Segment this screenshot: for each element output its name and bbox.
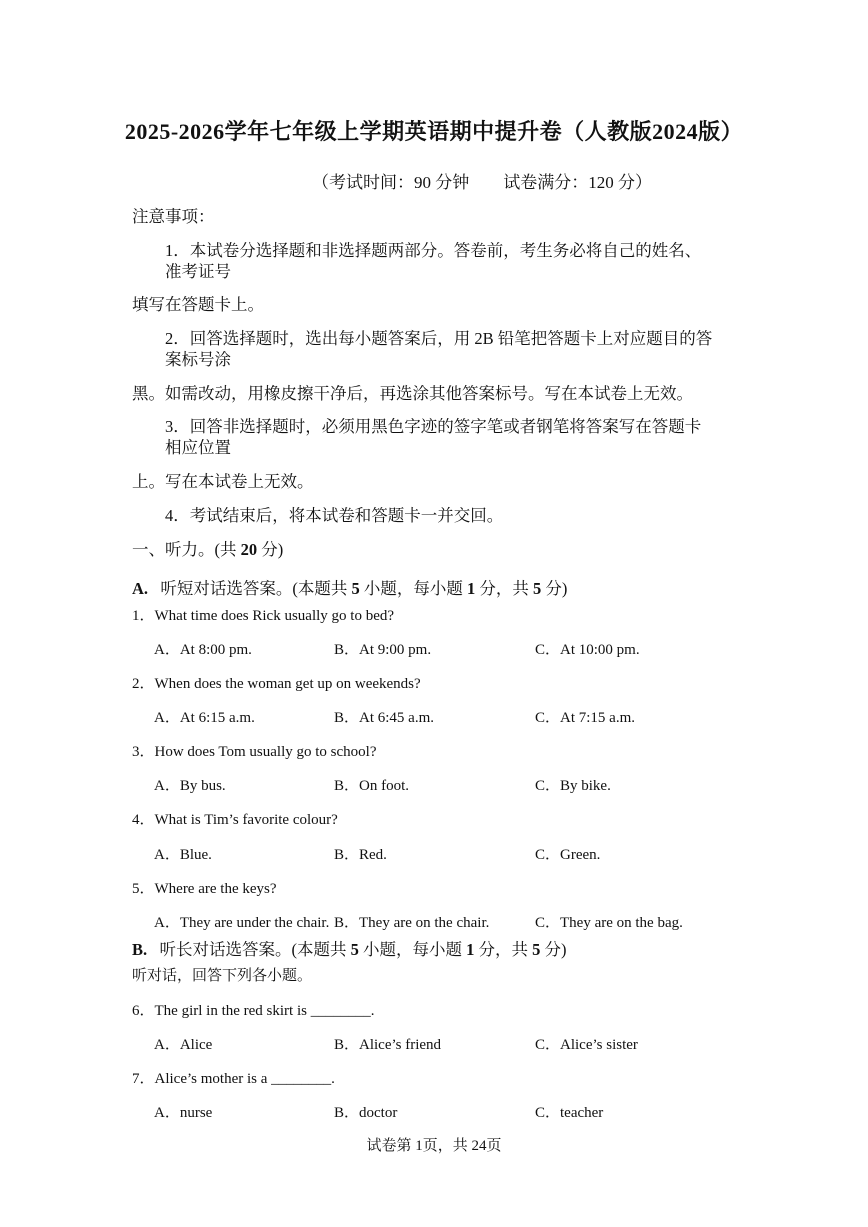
part-b-heading: B. 听长对话选答案。(本题共 5 小题，每小题 1 分，共 5 分): [132, 940, 567, 959]
q3-option-a: A．By bus.: [154, 778, 226, 794]
q1-option-a: A．At 8:00 pm.: [154, 642, 252, 658]
question-4: 4．What is Tim’s favorite colour?: [132, 812, 338, 828]
notice-item-1-line3: 填写在答题卡上。: [132, 295, 264, 314]
page-title: 2025-2026学年七年级上学期英语期中提升卷（人教版2024版）: [124, 119, 744, 144]
q4-option-a: A．Blue.: [154, 847, 212, 863]
notice-item-1-line2: 准考证号: [165, 262, 231, 281]
part-a-heading: A. 听短对话选答案。(本题共 5 小题，每小题 1 分，共 5 分): [132, 579, 568, 598]
exam-info: （考试时间：90 分钟 试卷满分：120 分）: [312, 173, 652, 192]
question-3: 3．How does Tom usually go to school?: [132, 744, 377, 760]
notice-item-1-line1: 1．本试卷分选择题和非选择题两部分。答卷前，考生务必将自己的姓名、: [165, 241, 702, 260]
notice-item-3-line3: 上。写在本试卷上无效。: [132, 472, 314, 491]
q3-option-b: B．On foot.: [334, 778, 410, 794]
page-footer: 试卷第 1页，共 24页: [366, 1138, 502, 1154]
notice-item-2-line2: 案标号涂: [165, 350, 231, 369]
q6-option-c: C．Alice’s sister: [535, 1037, 638, 1053]
question-5: 5．Where are the keys?: [132, 881, 277, 897]
question-6: 6．The girl in the red skirt is ________.: [132, 1003, 375, 1019]
section-listening-heading: 一、听力。(共 20 分): [132, 540, 284, 559]
q1-option-c: C．At 10:00 pm.: [535, 642, 640, 658]
q7-option-b: B．doctor: [334, 1105, 398, 1121]
q5-option-a: A．They are under the chair.: [154, 915, 330, 931]
notice-heading: 注意事项：: [132, 207, 215, 226]
q2-option-c: C．At 7:15 a.m.: [535, 710, 635, 726]
notice-item-3-line1: 3．回答非选择题时，必须用黑色字迹的签字笔或者钢笔将答案写在答题卡: [165, 417, 702, 436]
question-2: 2．When does the woman get up on weekends?: [132, 676, 421, 692]
q3-option-c: C．By bike.: [535, 778, 611, 794]
q6-option-a: A．Alice: [154, 1037, 213, 1053]
question-1: 1．What time does Rick usually go to bed?: [132, 608, 395, 624]
q5-option-c: C．They are on the bag.: [535, 915, 683, 931]
q1-option-b: B．At 9:00 pm.: [334, 642, 432, 658]
notice-item-2-line3: 黑。如需改动，用橡皮擦干净后，再选涂其他答案标号。写在本试卷上无效。: [132, 384, 693, 403]
q7-option-a: A．nurse: [154, 1105, 213, 1121]
question-7: 7．Alice’s mother is a ________.: [132, 1071, 335, 1087]
q7-option-c: C．teacher: [535, 1105, 604, 1121]
q4-option-c: C．Green.: [535, 847, 601, 863]
q6-option-b: B．Alice’s friend: [334, 1037, 442, 1053]
q5-option-b: B．They are on the chair.: [334, 915, 490, 931]
q2-option-b: B．At 6:45 a.m.: [334, 710, 434, 726]
part-b-instruction: 听对话，回答下列各小题。: [132, 968, 313, 984]
q4-option-b: B．Red.: [334, 847, 387, 863]
q2-option-a: A．At 6:15 a.m.: [154, 710, 255, 726]
notice-item-4: 4．考试结束后，将本试卷和答题卡一并交回。: [165, 506, 504, 525]
notice-item-3-line2: 相应位置: [165, 438, 231, 457]
notice-item-2-line1: 2．回答选择题时，选出每小题答案后，用 2B 铅笔把答题卡上对应题目的答: [165, 329, 713, 348]
